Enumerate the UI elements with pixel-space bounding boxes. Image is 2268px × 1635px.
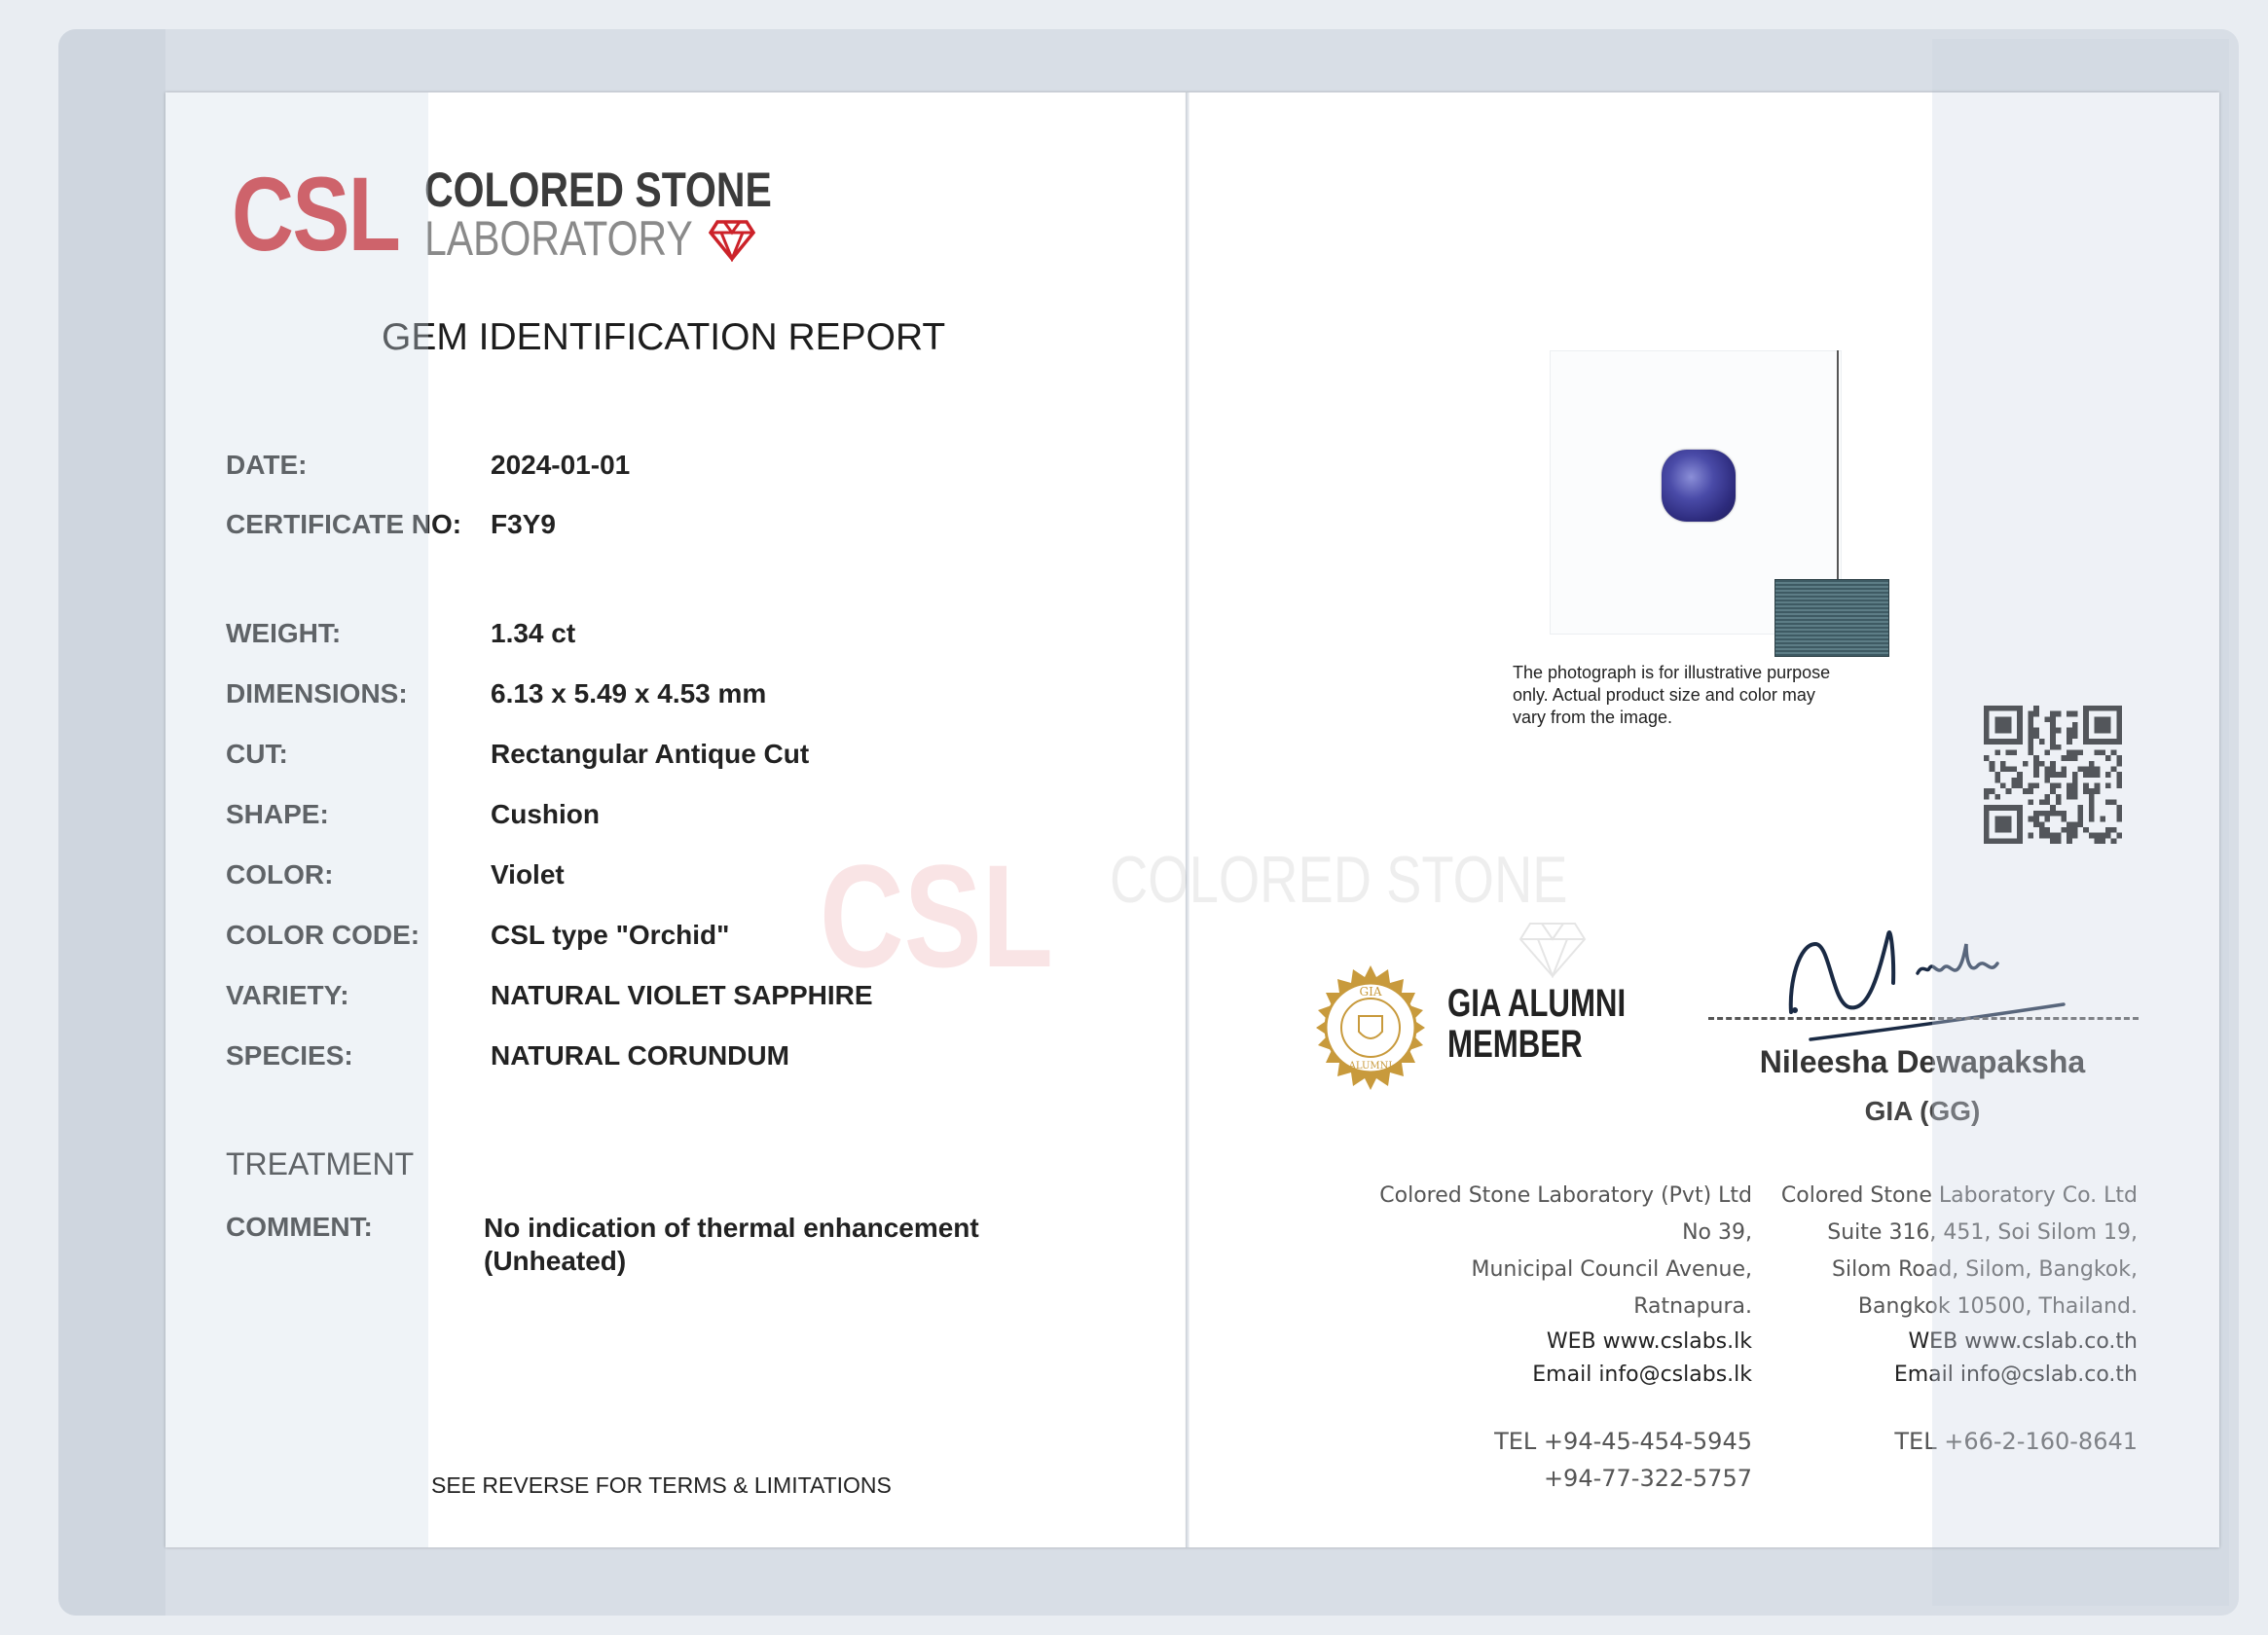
email-address[interactable]: info@cslabs.lk [1598, 1362, 1752, 1387]
logo-brand: CSL [232, 155, 400, 272]
sleeve-glare-right [1932, 92, 2219, 1547]
gem-icon [709, 219, 755, 262]
photo-note-line-1: The photograph is for illustrative purpose [1513, 663, 1831, 682]
gia-line-2: MEMBER [1447, 1023, 1583, 1066]
field-value: 6.13 x 5.49 x 4.53 mm [491, 678, 767, 708]
field-label: COLOR: [226, 859, 334, 890]
web-url[interactable]: www.cslab.co.th [1964, 1329, 2138, 1354]
email-label: Email [1893, 1362, 1954, 1387]
photo-divider [1837, 350, 1839, 584]
web-url[interactable]: www.cslabs.lk [1602, 1329, 1752, 1354]
address-company: Colored Stone Laboratory Co. Ltd [1780, 1183, 2138, 1208]
logo-line-1: COLORED STONE [424, 163, 772, 217]
treatment-heading: TREATMENT [226, 1146, 415, 1181]
address-web [1334, 1326, 1752, 1359]
gia-line-1: GIA ALUMNI [1447, 982, 1627, 1025]
sleeve-edge-left [58, 29, 165, 1616]
email-address[interactable]: info@cslab.co.th [1959, 1362, 2138, 1387]
gia-alumni-label [1447, 983, 1626, 1065]
web-label: WEB [1546, 1329, 1596, 1354]
photo-note-line-2: only. Actual product size and color may [1513, 685, 1815, 705]
field-value: Cushion [491, 799, 600, 829]
comment-line-2: (Unheated) [484, 1246, 627, 1276]
field-label: CUT: [226, 739, 288, 769]
telephone-1: TEL +66-2-160-8641 [1894, 1428, 2138, 1455]
telephone-1: TEL +94-45-454-5945 [1494, 1428, 1752, 1455]
logo-line-2: LABORATORY [424, 211, 693, 266]
field-label: SHAPE: [226, 799, 329, 829]
report-title: GEM IDENTIFICATION REPORT [382, 316, 946, 358]
field-value: F3Y9 [491, 509, 556, 539]
gem-photo [1662, 450, 1736, 522]
gia-alumni-seal-icon [1306, 963, 1435, 1092]
page-fold [1186, 92, 1189, 1547]
field-value: Violet [491, 859, 565, 890]
field-label: VARIETY: [226, 980, 349, 1010]
address-line-1: No 39, [1682, 1220, 1752, 1245]
field-label: WEIGHT: [226, 618, 342, 648]
address-email [1334, 1359, 1752, 1392]
signer-credential: GIA (GG) [1864, 1096, 1981, 1126]
field-label: CERTIFICATE NO: [226, 509, 462, 539]
signer-name: Nileesha Dewapaksha [1759, 1044, 2086, 1079]
field-label: COLOR CODE: [226, 920, 421, 950]
telephone-2: +94-77-322-5757 [1543, 1465, 1752, 1492]
watermark-gem-icon [1518, 920, 1587, 978]
watermark-brand: CSL [820, 834, 1053, 998]
field-value: 2024-01-01 [491, 450, 631, 480]
comment-label: COMMENT: [226, 1212, 373, 1242]
seal-bottom-text: ALUMNI [1348, 1061, 1393, 1072]
photo-note-line-3: vary from the image. [1513, 708, 1673, 727]
sleeve-glare-left [165, 92, 428, 1547]
field-value: CSL type "Orchid" [491, 920, 730, 950]
telephone-sri-lanka [1334, 1423, 1752, 1497]
field-label: DATE: [226, 450, 308, 480]
address-line-3: Ratnapura. [1633, 1294, 1752, 1319]
field-label: SPECIES: [226, 1040, 353, 1071]
comment-line-1: No indication of thermal enhancement [484, 1213, 979, 1243]
watermark-text: COLORED STONE [1110, 843, 1568, 917]
field-value: Rectangular Antique Cut [491, 739, 810, 769]
comment-value [484, 1212, 979, 1278]
field-value: 1.34 ct [491, 618, 576, 648]
address-company: Colored Stone Laboratory (Pvt) Ltd [1379, 1183, 1752, 1208]
field-value: NATURAL VIOLET SAPPHIRE [491, 980, 873, 1010]
email-label: Email [1532, 1362, 1592, 1387]
hologram-sticker [1774, 579, 1889, 657]
address-line-2: Municipal Council Avenue, [1471, 1257, 1752, 1282]
address-line-2: Silom Road, Silom, Bangkok, [1832, 1257, 2138, 1282]
address-line-3: Bangkok 10500, Thailand. [1857, 1294, 2138, 1319]
seal-top-text: GIA [1359, 985, 1382, 999]
photo-disclaimer [1513, 662, 1830, 729]
terms-note: SEE REVERSE FOR TERMS & LIMITATIONS [431, 1472, 892, 1498]
field-label: DIMENSIONS: [226, 678, 408, 708]
address-sri-lanka [1334, 1178, 1752, 1392]
field-value: NATURAL CORUNDUM [491, 1040, 789, 1071]
web-label: WEB [1908, 1329, 1958, 1354]
address-line-1: Suite 316, 451, Soi Silom 19, [1827, 1220, 2138, 1245]
